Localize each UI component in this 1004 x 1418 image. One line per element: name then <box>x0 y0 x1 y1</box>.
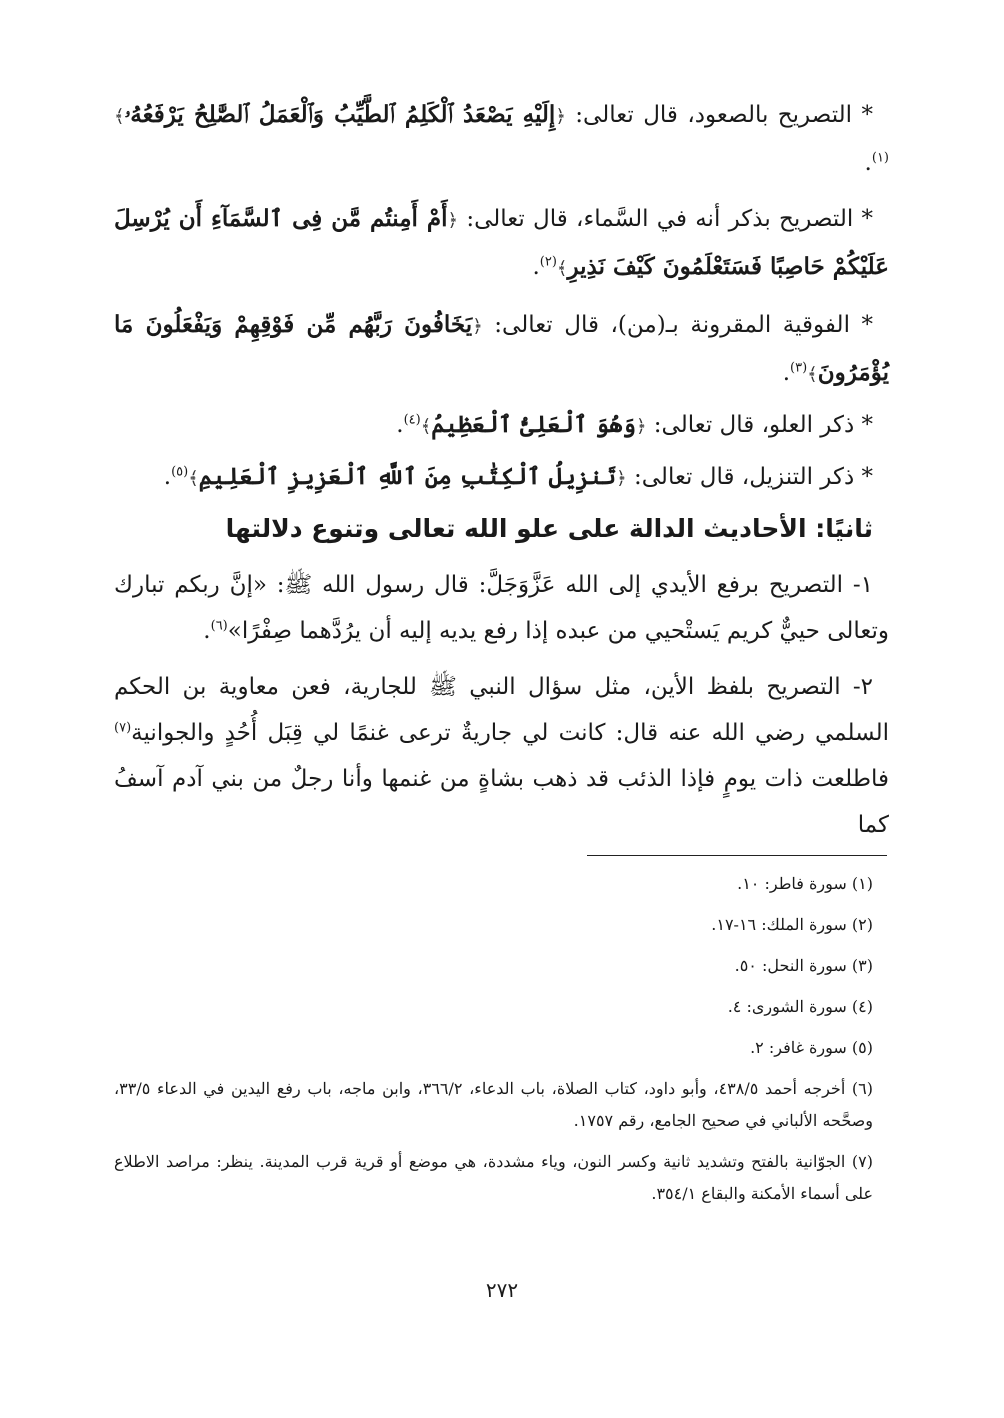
footnote-ref: (٣) <box>790 360 808 376</box>
paragraph-lead: * ذكر العلو، قال تعالى: <box>646 412 873 438</box>
main-text <box>114 92 889 858</box>
footnote-4: (٤) سورة الشورى: ٤. <box>727 997 873 1016</box>
paragraph-revelation <box>114 454 889 502</box>
verse-open-bracket: ﴿ <box>635 416 647 437</box>
verse-open-bracket: ﴿ <box>555 106 566 127</box>
full-stop: . <box>396 412 404 438</box>
quran-verse: تَنزِيلُ ٱلْكِتَٰبِ مِنَ ٱللَّهِ ٱلْعَزِيزِ ٱلْعَلِيمِ <box>198 463 617 490</box>
hadith-text-continued: فاطلعت ذات يومٍ فإذا الذئب قد ذهب بشاةٍ من غنمها وأنا رجلٌ من بني آدم آسفُ كما <box>114 766 890 838</box>
footnote-5: (٥) سورة غافر: ٢. <box>750 1038 873 1057</box>
footnote-ref: (٥) <box>171 464 189 480</box>
footnote-ref: (٦) <box>210 618 228 634</box>
footnote-separator <box>587 855 887 856</box>
hadith-text: ١- التصريح برفع الأيدي إلى الله عَزَّوَجَلَّ: قال رسول الله ﷺ: «إنَّ ربكم تبارك وتعالى حييٌّ كريم يَستْحيي من عبده إذا رفع يديه إليه أن يرُدَّهما صِفْرًا» <box>114 572 889 644</box>
paragraph-lead: * التصريح بالصعود، قال تعالى: <box>565 102 873 128</box>
quran-verse: إِلَيْهِ يَصْعَدُ ٱلْكَلِمُ ٱلطَّيِّبُ وَٱلْعَمَلُ ٱلصَّٰلِحُ يَرْفَعُهُۥ <box>124 101 556 128</box>
full-stop: . <box>782 360 791 386</box>
footnote-6: (٦) أخرجه أحمد ٤٣٨/٥، وأبو داود، كتاب الصلاة، باب الدعاء، ٣٦٦/٢، وابن ماجه، باب رفع اليدين في الدعاء ٣٣/٥، وصحَّحه الألباني في صحيح الجامع، رقم ١٧٥٧. <box>114 1079 873 1130</box>
paragraph-lead: * التصريح بذكر أنه في السَّماء، قال تعالى: <box>458 206 874 232</box>
quran-verse: أَمْ أَمِنتُم مَّن فِى ٱلسَّمَآءِ أَن يُرْسِلَ عَلَيْكُمْ حَاصِبًا فَسَتَعْلَمُونَ كَيْفَ نَذِيرِ <box>114 205 889 280</box>
section-heading: ثانيًا: الأحاديث الدالة على علو الله تعالى وتنوع دلالتها <box>225 514 873 543</box>
paragraph-hadith-where <box>114 664 889 848</box>
verse-close-bracket: ﴾ <box>556 258 568 279</box>
verse-open-bracket: ﴿ <box>472 316 483 337</box>
paragraph-ascension <box>114 92 889 186</box>
verse-close-bracket: ﴾ <box>114 106 125 127</box>
footnote-ref: (٤) <box>403 412 421 428</box>
hadith-text: ٢- التصريح بلفظ الأين، مثل سؤال النبي ﷺ للجارية، فعن معاوية بن الحكم السلمي رضي الله عنه قال: كانت لي جاريةٌ ترعى غنمًا لي قِبَل أُحُدٍ والجوانية <box>114 674 889 746</box>
footnote-3: (٣) سورة النحل: ٥٠. <box>734 956 873 975</box>
paragraph-highness <box>114 402 889 450</box>
paragraph-lead: * ذكر التنزيل، قال تعالى: <box>626 464 873 490</box>
verse-open-bracket: ﴿ <box>447 210 459 231</box>
verse-close-bracket: ﴾ <box>807 364 818 385</box>
verse-close-bracket: ﴾ <box>188 468 199 489</box>
footnotes <box>114 868 889 1219</box>
footnote-ref: (٧) <box>114 720 132 736</box>
footnote-ref: (١) <box>871 150 889 166</box>
full-stop: . <box>864 150 872 176</box>
page-number: ٢٧٢ <box>485 1278 519 1302</box>
full-stop: . <box>203 618 211 644</box>
quran-verse: يَخَافُونَ رَبَّهُم مِّن فَوْقِهِمْ وَيَفْعَلُونَ مَا يُؤْمَرُونَ <box>114 311 889 386</box>
footnote-2: (٢) سورة الملك: ١٦-١٧. <box>711 915 873 934</box>
footnote-ref: (٢) <box>539 254 557 270</box>
verse-close-bracket: ﴾ <box>420 416 432 437</box>
paragraph-lead: * الفوقية المقرونة بـ(من)، قال تعالى: <box>482 312 873 338</box>
quran-verse: وَهُوَ ٱلْعَلِىُّ ٱلْعَظِيمُ <box>431 411 636 438</box>
full-stop: . <box>163 464 172 490</box>
footnote-1: (١) سورة فاطر: ١٠. <box>737 874 873 893</box>
full-stop: . <box>532 254 540 280</box>
paragraph-hadith-raising-hands <box>114 562 889 654</box>
verse-open-bracket: ﴿ <box>616 468 627 489</box>
paragraph-heaven <box>114 196 889 292</box>
paragraph-aboveness <box>114 302 889 398</box>
footnote-7: (٧) الجوّانية بالفتح وتشديد ثانية وكسر النون، وياء مشددة، هي موضع أو قرية قرب المدينة. ينظر: مراصد الاطلاع على أسماء الأمكنة والبقاع ٣٥٤/١. <box>114 1152 873 1203</box>
